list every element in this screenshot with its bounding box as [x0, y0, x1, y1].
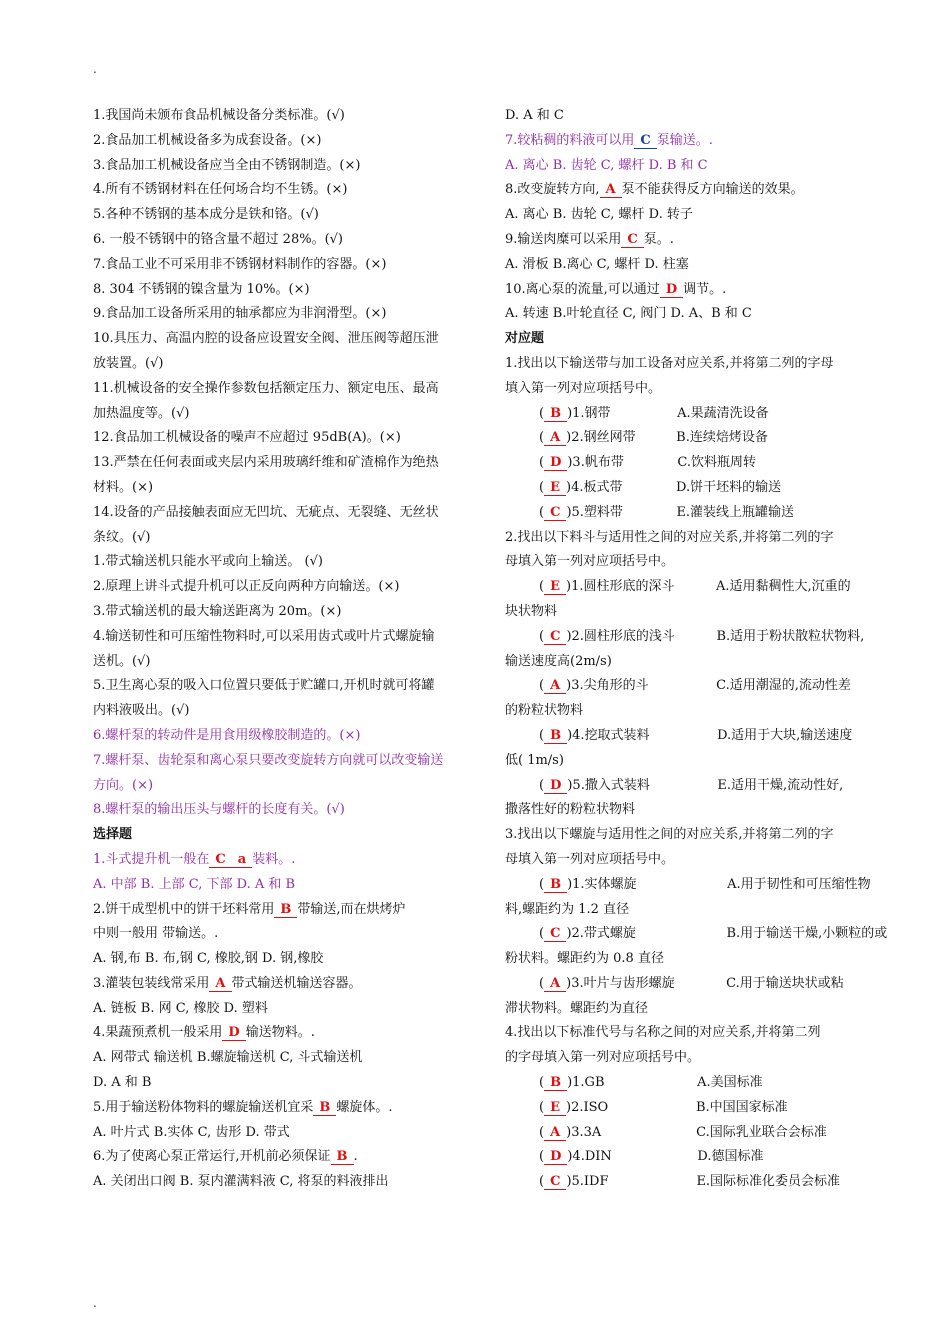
- true-false-item: 8.螺杆泵的输出压头与螺杆的长度有关。(√): [93, 802, 345, 818]
- choice-q2-stem-end: 带输送,而在烘烤炉: [297, 901, 406, 917]
- open-paren: (: [539, 405, 545, 421]
- open-paren: (: [539, 504, 545, 520]
- true-false-item: 14.设备的产品接触表面应无凹坑、无疵点、无裂缝、无丝状: [93, 504, 439, 520]
- choice-q10-options: A. 转速 B.叶轮直径 C, 阀门 D. A、B 和 C: [505, 306, 752, 322]
- true-false-item: 5.各种不锈钢的基本成分是铁和铬。(√): [93, 207, 319, 223]
- match-item: )1.GB: [567, 1075, 605, 1091]
- match-m4-row: [505, 1121, 885, 1146]
- match-option: D.饼干坯料的输送: [676, 479, 782, 495]
- choice-q8-answer: A: [600, 182, 622, 198]
- match-m1-intro: 1.找出以下输送带与加工设备对应关系,并将第二列的字母: [505, 355, 834, 371]
- true-false-item: 2.原理上讲斗式提升机可以正反向两种方向输送。(×): [93, 579, 400, 595]
- open-paren: (: [539, 678, 545, 694]
- match-m2-row: [505, 674, 885, 699]
- open-paren: (: [539, 1149, 545, 1165]
- choice-q2-stem-cont: 中则一般用 带输送。.: [93, 926, 219, 942]
- page-marker-bottom: .: [93, 1296, 97, 1310]
- choice-q6-options: A. 关闭出口阀 B. 泵内灌满料液 C, 将泵的料液排出: [93, 1174, 389, 1190]
- choice-q9-stem-end: 泵。.: [643, 231, 674, 247]
- choice-q3-question: [93, 972, 475, 997]
- match-option-cont: 块状物料: [505, 603, 558, 619]
- choice-q4-stem: 4.果蔬预煮机一般采用: [93, 1025, 223, 1041]
- match-item: )2.ISO: [566, 1099, 609, 1115]
- match-item: )5.撒入式装料: [567, 777, 650, 793]
- match-item: )1.圆柱形底的深斗: [566, 579, 675, 595]
- open-paren: (: [539, 455, 545, 471]
- choice-q9-stem: 9.输送肉糜可以采用: [505, 231, 622, 247]
- match-option: B.适用于粉状散粒状物料,: [716, 628, 865, 644]
- choice-q1-options: A. 中部 B. 上部 C, 下部 D. A 和 B: [93, 876, 296, 892]
- match-option: B.连续焙烤设备: [676, 430, 768, 446]
- choice-q5-answer: B: [313, 1100, 336, 1116]
- match-m2-row: [505, 774, 885, 799]
- match-m3-row: [505, 972, 885, 997]
- match-option: E.适用干燥,流动性好,: [717, 777, 844, 793]
- match-m1-intro: 填入第一列对应项括号中。: [505, 380, 662, 396]
- match-answer: C: [544, 926, 566, 942]
- match-answer: B: [544, 1075, 567, 1091]
- choice-q7-options: A. 离心 B. 齿轮 C, 螺杆 D. B 和 C: [505, 157, 708, 173]
- choice-q5-options: A. 叶片式 B.实体 C, 齿形 D. 带式: [93, 1124, 290, 1140]
- match-option-cont: 撒落性好的粉粒状物料: [505, 802, 636, 818]
- match-option-cont: 输送速度高(2m/s): [505, 653, 612, 669]
- choice-q7-stem-end: 泵输送。.: [656, 132, 713, 148]
- choice-q1-answer-2: a: [232, 852, 252, 868]
- match-answer: D: [544, 1149, 567, 1165]
- match-item: )2.带式螺旋: [566, 926, 636, 942]
- match-answer: B: [544, 728, 567, 744]
- match-m2-intro: 母填入第一列对应项括号中。: [505, 554, 675, 570]
- match-answer: B: [544, 877, 567, 893]
- choice-q10-stem: 10.离心泵的流量,可以通过: [505, 281, 660, 297]
- open-paren: (: [539, 479, 545, 495]
- match-m2-row: [505, 724, 885, 749]
- open-paren: (: [539, 876, 545, 892]
- match-item: )2.圆柱形底的浅斗: [566, 628, 675, 644]
- choice-q4-options-cont: D. A 和 B: [93, 1075, 152, 1091]
- choice-q9-options: A. 滑板 B.离心 C, 螺杆 D. 柱塞: [505, 256, 689, 272]
- match-m4-row: [505, 1145, 885, 1170]
- true-false-item: 3.食品加工机械设备应当全由不锈钢制造。(×): [93, 157, 361, 173]
- match-option: A.用于韧性和可压缩性物: [727, 876, 871, 892]
- true-false-item: 条纹。(√): [93, 529, 151, 545]
- choice-q7-question: [505, 129, 885, 154]
- choice-q4-question: [93, 1021, 475, 1046]
- true-false-item: 材料。(×): [93, 479, 154, 495]
- match-answer: E: [544, 1100, 566, 1116]
- choice-q1-stem: 1.斗式提升机一般在: [93, 851, 210, 867]
- match-item: )5.IDF: [566, 1174, 609, 1190]
- choice-q1-question: [93, 848, 475, 873]
- open-paren: (: [539, 777, 545, 793]
- true-false-item: 13.严禁在任何表面或夹层内采用玻璃纤维和矿渣棉作为绝热: [93, 455, 439, 471]
- true-false-item: 2.食品加工机械设备多为成套设备。(×): [93, 132, 322, 148]
- true-false-item: 1.我国尚未颁布食品机械设备分类标准。(√): [93, 108, 345, 123]
- open-paren: (: [539, 926, 545, 942]
- choice-q4-answer: D: [222, 1025, 245, 1041]
- match-option: A.美国标准: [697, 1075, 763, 1091]
- choice-q2-answer: B: [274, 902, 297, 918]
- match-m1-row: [505, 402, 885, 427]
- true-false-item: 7.螺杆泵、齿轮泵和离心泵只要改变旋转方向就可以改变输送: [93, 752, 444, 768]
- match-option: C.国际乳业联合会标准: [696, 1124, 827, 1140]
- true-false-item: 放装置。(√): [93, 355, 164, 371]
- choice-q5-stem-end: 螺旋体。.: [336, 1099, 393, 1115]
- match-m3-intro: 母填入第一列对应项括号中。: [505, 851, 675, 867]
- match-m4-row: [505, 1170, 885, 1195]
- choice-q4-options: A. 网带式 输送机 B.螺旋输送机 C, 斗式输送机: [93, 1050, 363, 1066]
- match-item: )3.帆布带: [567, 455, 624, 471]
- match-option: C.用于输送块状或粘: [726, 975, 844, 991]
- section-heading-matching: 对应题: [505, 331, 545, 347]
- match-option: B.中国国家标准: [696, 1099, 788, 1115]
- choice-q6-options-cont: D. A 和 C: [505, 108, 564, 123]
- match-m1-row: [505, 501, 885, 526]
- match-answer: A: [544, 430, 566, 446]
- true-false-item: 9.食品加工设备所采用的轴承都应为非润滑型。(×): [93, 306, 387, 322]
- match-m4-row: [505, 1071, 885, 1096]
- match-answer: D: [544, 778, 567, 794]
- match-option: A.果蔬清洗设备: [677, 405, 769, 421]
- match-item: )4.板式带: [566, 479, 623, 495]
- true-false-item: 7.食品工业不可采用非不锈钢材料制作的容器。(×): [93, 256, 387, 272]
- choice-q10-answer: D: [660, 282, 683, 298]
- choice-q8-stem-end: 泵不能获得反方向输送的效果。: [621, 182, 804, 198]
- choice-q9-answer: C: [621, 232, 643, 248]
- match-answer: A: [544, 678, 566, 694]
- match-item: )3.3A: [566, 1124, 602, 1140]
- choice-q8-stem: 8.改变旋转方向,: [505, 182, 600, 198]
- open-paren: (: [539, 579, 545, 595]
- match-option: B.用于输送干燥,小颗粒的或: [726, 926, 888, 942]
- choice-q2-options: A. 钢,布 B. 布,钢 C, 橡胶,钢 D. 钢,橡胶: [93, 951, 324, 967]
- true-false-item: 内料液吸出。(√): [93, 703, 190, 719]
- open-paren: (: [539, 1124, 545, 1140]
- true-false-item: 11.机械设备的安全操作参数包括额定压力、额定电压、最高: [93, 380, 439, 396]
- match-item: )3.叶片与齿形螺旋: [566, 975, 675, 991]
- match-option-cont: 料,螺距约为 1.2 直径: [505, 901, 630, 917]
- match-item: )4.挖取式装料: [567, 727, 650, 743]
- match-m2-row: [505, 625, 885, 650]
- match-m1-row: [505, 451, 885, 476]
- choice-q3-options: A. 链板 B. 网 C, 橡胶 D. 塑料: [93, 1000, 268, 1016]
- true-false-item: 加热温度等。(√): [93, 405, 190, 421]
- left-column: [93, 104, 475, 1195]
- choice-q6-stem: 6.为了使离心泵正常运行,开机前必须保证: [93, 1149, 331, 1165]
- choice-q1-stem-end: 装料。.: [252, 851, 296, 867]
- choice-q2-stem: 2.饼干成型机中的饼干坯料常用: [93, 901, 275, 917]
- open-paren: (: [539, 430, 545, 446]
- match-item: )2.钢丝网带: [566, 430, 636, 446]
- match-answer: C: [544, 1174, 566, 1190]
- choice-q8-question: [505, 178, 885, 203]
- match-answer: B: [544, 406, 567, 422]
- choice-q3-stem-end: 带式输送机输送容器。: [231, 975, 362, 991]
- choice-q7-answer: C: [634, 133, 656, 149]
- match-m4-intro: 的字母填入第一列对应项括号中。: [505, 1050, 701, 1066]
- choice-q6-question: [93, 1145, 475, 1170]
- true-false-item: 方向。(×): [93, 777, 154, 793]
- choice-q1-answer: C: [209, 852, 231, 868]
- match-answer: E: [544, 579, 566, 595]
- match-m4-row: [505, 1096, 885, 1121]
- match-option: E.灌装线上瓶罐输送: [676, 504, 795, 520]
- match-option: C.适用潮湿的,流动性差: [716, 678, 851, 694]
- true-false-item: 6.螺杆泵的转动件是用食用级橡胶制造的。(×): [93, 727, 361, 743]
- choice-q2-question: [93, 898, 475, 923]
- true-false-item: 12.食品加工机械设备的噪声不应超过 95dB(A)。(×): [93, 430, 401, 446]
- choice-q10-question: [505, 278, 885, 303]
- open-paren: (: [539, 727, 545, 743]
- match-answer: A: [544, 976, 566, 992]
- open-paren: (: [539, 1099, 545, 1115]
- match-answer: C: [544, 505, 566, 521]
- choice-q5-question: [93, 1096, 475, 1121]
- match-item: )1.钢带: [567, 405, 611, 421]
- match-answer: E: [544, 480, 566, 496]
- choice-q8-options: A. 离心 B. 齿轮 C, 螺杆 D. 转子: [505, 207, 693, 223]
- true-false-item: 4.所有不锈钢材料在任何场合均不生锈。(×): [93, 182, 348, 198]
- match-m3-row: [505, 873, 885, 898]
- match-m3-row: [505, 922, 888, 947]
- match-option: D.德国标准: [697, 1149, 764, 1165]
- match-item: )4.DIN: [567, 1149, 612, 1165]
- match-option: E.国际标准化委员会标准: [696, 1174, 841, 1190]
- choice-q6-stem-end: .: [353, 1149, 358, 1165]
- open-paren: (: [539, 1174, 545, 1190]
- match-item: )3.尖角形的斗: [566, 678, 649, 694]
- true-false-item: 5.卫生离心泵的吸入口位置只要低于贮罐口,开机时就可将罐: [93, 678, 435, 694]
- match-option: D.适用于大块,输送速度: [717, 727, 853, 743]
- section-heading-choice: 选择题: [93, 827, 133, 843]
- match-option: C.饮料瓶周转: [677, 455, 756, 471]
- match-option-cont: 粉状料。螺距约为 0.8 直径: [505, 951, 664, 967]
- match-item: )1.实体螺旋: [567, 876, 637, 892]
- true-false-item: 8. 304 不锈钢的镍含量为 10%。(×): [93, 281, 310, 297]
- open-paren: (: [539, 975, 545, 991]
- choice-q4-stem-end: 输送物料。.: [245, 1025, 315, 1041]
- choice-q3-stem: 3.灌装包装线常采用: [93, 975, 210, 991]
- true-false-item: 3.带式输送机的最大输送距离为 20m。(×): [93, 603, 342, 619]
- choice-q3-answer: A: [209, 976, 231, 992]
- match-answer: D: [544, 455, 567, 471]
- match-m1-row: [505, 476, 885, 501]
- choice-q5-stem: 5.用于输送粉体物料的螺旋输送机宜采: [93, 1099, 314, 1115]
- match-item: )5.塑料带: [566, 504, 623, 520]
- true-false-item: 10.具压力、高温内腔的设备应设置安全阀、泄压阀等超压泄: [93, 331, 439, 347]
- match-option-cont: 低( 1m/s): [505, 752, 564, 768]
- true-false-item: 6. 一般不锈钢中的铬含量不超过 28%。(√): [93, 231, 343, 247]
- open-paren: (: [539, 628, 545, 644]
- choice-q6-answer: B: [331, 1149, 354, 1165]
- match-m1-row: [505, 426, 885, 451]
- true-false-item: 送机。(√): [93, 653, 151, 669]
- match-answer: A: [544, 1125, 566, 1141]
- page-marker-top: .: [93, 62, 97, 76]
- true-false-item: 4.输送韧性和可压缩性物料时,可以采用齿式或叶片式螺旋输: [93, 628, 435, 644]
- match-m2-intro: 2.找出以下料斗与适用性之间的对应关系,并将第二列的字: [505, 529, 834, 545]
- true-false-item: 1.带式输送机只能水平或向上输送。 (√): [93, 554, 323, 570]
- choice-q7-stem: 7.较粘稠的料液可以用: [505, 132, 635, 148]
- match-option: A.适用黏稠性大,沉重的: [716, 579, 851, 595]
- choice-q9-question: [505, 228, 885, 253]
- match-m4-intro: 4.找出以下标准代号与名称之间的对应关系,并将第二列: [505, 1025, 821, 1041]
- match-option-cont: 的粉粒状物料: [505, 703, 584, 719]
- match-answer: C: [544, 629, 566, 645]
- match-m3-intro: 3.找出以下螺旋与适用性之间的对应关系,并将第二列的字: [505, 827, 834, 843]
- right-column: [505, 104, 888, 1195]
- match-option-cont: 滞状物料。螺距约为直径: [505, 1000, 649, 1016]
- open-paren: (: [539, 1075, 545, 1091]
- choice-q10-stem-end: 调节。.: [683, 281, 727, 297]
- match-m2-row: [505, 575, 885, 600]
